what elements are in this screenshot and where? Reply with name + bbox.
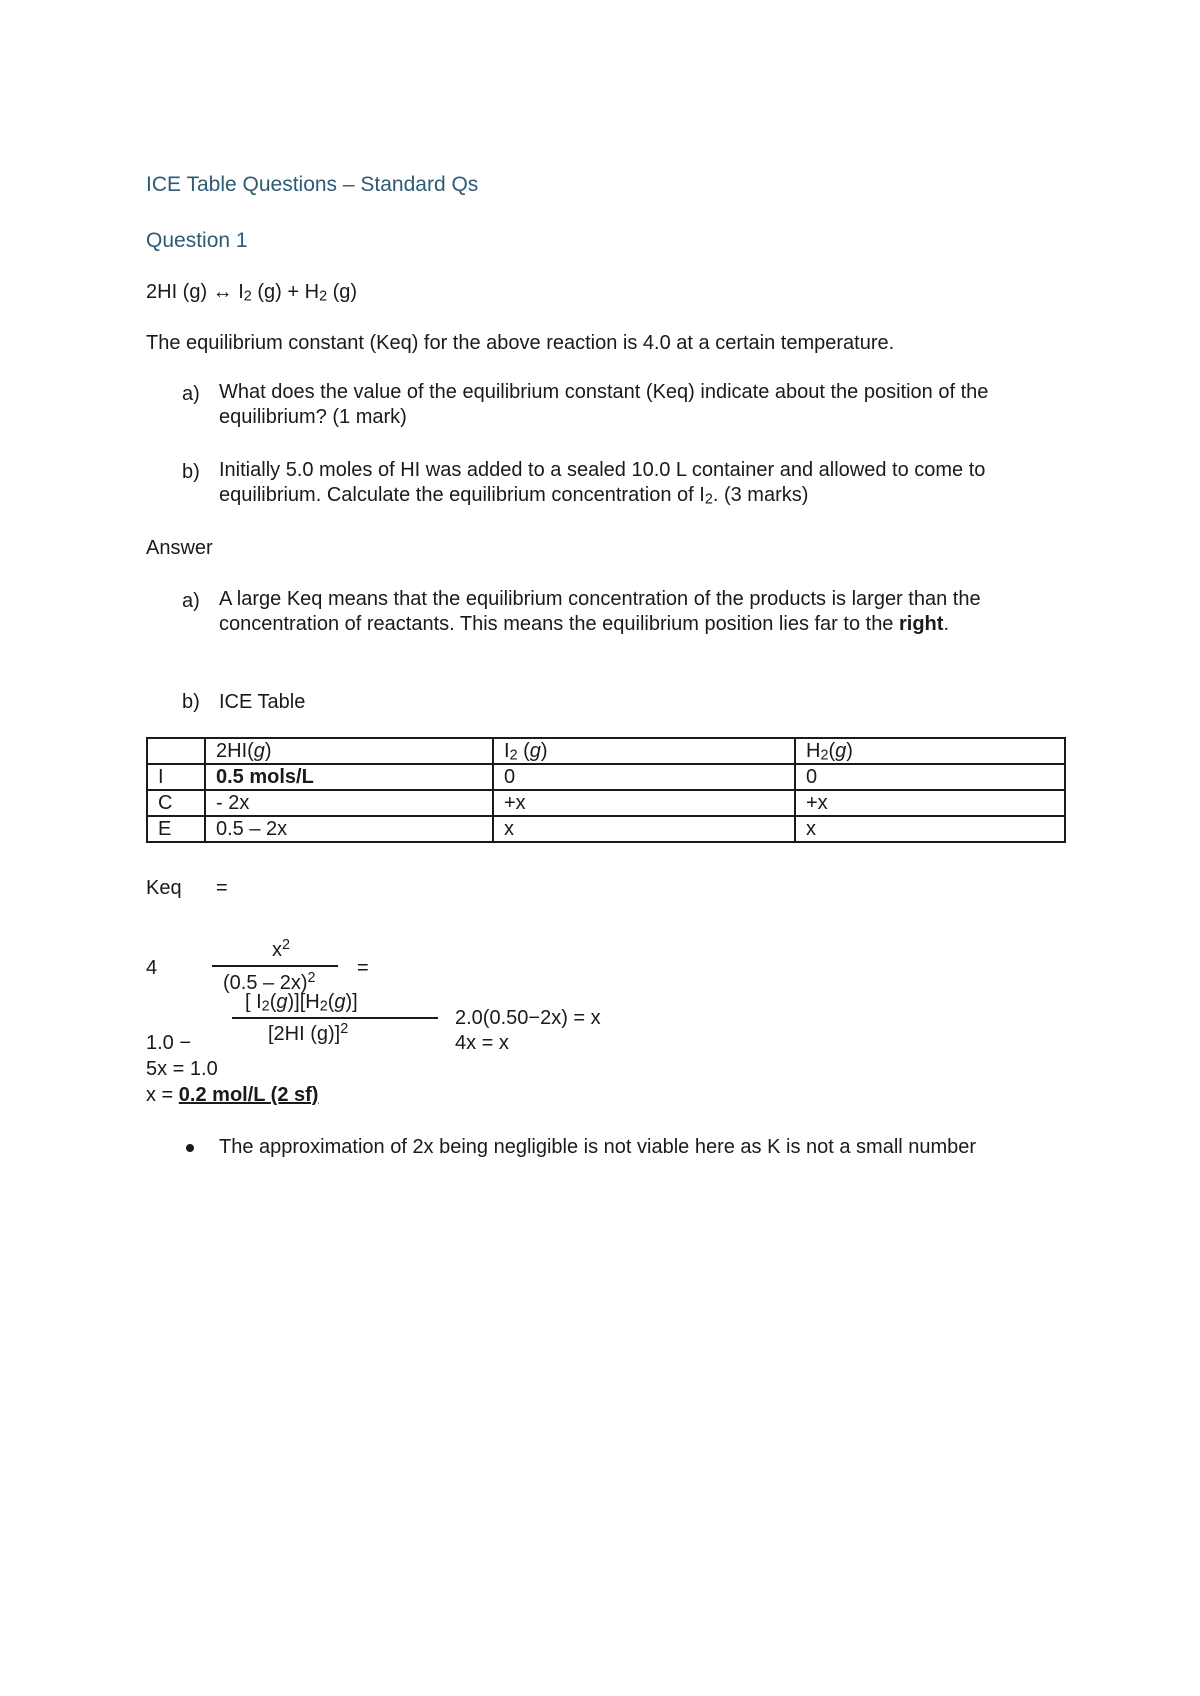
question-b-end: . (3 marks) — [712, 484, 809, 506]
ice-header-h2-mid: ( — [828, 740, 836, 762]
ice-table-row-initial — [147, 764, 1065, 790]
ice-cell: +x — [795, 790, 1065, 816]
fraction1-bar — [212, 965, 338, 967]
fraction2-num-sub1: 2 — [261, 998, 270, 1015]
fraction2-den-sup: 2 — [340, 1020, 349, 1037]
fraction2-num-c: )][H — [287, 991, 320, 1013]
ice-cell: 0.5 – 2x — [205, 816, 493, 842]
fraction1-num-sup: 2 — [282, 936, 291, 953]
answer-b-label: b) — [182, 691, 200, 713]
answer-heading: Answer — [146, 537, 213, 559]
reaction-i2-subscript: 2 — [243, 288, 252, 305]
working-result-prefix: x = — [146, 1084, 179, 1106]
ice-header-2hi-suffix: ) — [264, 740, 272, 762]
page-title: ICE Table Questions – Standard Qs — [146, 173, 479, 196]
answer-a-main: A large Keq means that the equilibrium concentration of the products is larger than the concentration of reactants. This means the equilibrium position lies far to the — [219, 588, 981, 635]
working-result-value: 0.2 mol/L (2 sf) — [178, 1084, 319, 1106]
fraction2-num-e: )] — [345, 991, 358, 1013]
question-b-label: b) — [182, 461, 200, 483]
intro-text: The equilibrium constant (Keq) for the above reaction is 4.0 at a certain temperature. — [146, 332, 895, 354]
answer-a-end: . — [943, 613, 949, 635]
ice-header-h2-italic: g — [835, 740, 847, 762]
ice-table-header-row — [147, 738, 1065, 764]
ice-header-i2-sub: 2 — [509, 747, 518, 764]
answer-b-text: ICE Table — [219, 691, 306, 713]
fraction2-num-it2: g — [334, 991, 346, 1013]
fraction1-den-text: (0.5 – 2x) — [223, 972, 308, 994]
answer-a-bold: right — [899, 613, 944, 635]
ice-row-label: C — [147, 790, 205, 816]
reaction-h2-subscript: 2 — [319, 288, 328, 305]
ice-cell: - 2x — [205, 790, 493, 816]
ice-header-i2 — [493, 738, 795, 764]
ice-header-2hi-prefix: 2HI( — [216, 740, 254, 762]
fraction2-num-a: [ I — [245, 991, 262, 1013]
answer-a-label: a) — [182, 590, 200, 612]
question-b-text — [219, 458, 1069, 508]
ice-header-h2-sub: 2 — [820, 747, 829, 764]
ice-header-2hi-italic: g — [253, 740, 265, 762]
working-result — [146, 1083, 318, 1107]
approximation-note: The approximation of 2x being negligible is not viable here as K is not a small number — [219, 1136, 977, 1158]
reaction-lhs: 2HI (g) ↔ I — [146, 281, 244, 303]
ice-header-i2-mid: ( — [517, 740, 530, 762]
working-step2: 4x = x — [455, 1032, 509, 1054]
working-line-5x: 5x = 1.0 — [146, 1058, 218, 1080]
reaction-mid: (g) + H — [251, 281, 320, 303]
question-b-main: Initially 5.0 moles of HI was added to a sealed 10.0 L container and allowed to come to equilibrium. Calculate the equilibrium concentration of I — [219, 459, 986, 506]
ice-cell: x — [795, 816, 1065, 842]
ice-row-label: I — [147, 764, 205, 790]
ice-row-label: E — [147, 816, 205, 842]
ice-header-i2-suffix: ) — [540, 740, 548, 762]
ice-table — [146, 737, 1066, 843]
ice-header-i2-prefix: I — [504, 740, 510, 762]
question-heading: Question 1 — [146, 229, 248, 252]
keq-label: Keq — [146, 877, 182, 899]
reaction-rhs: (g) — [327, 281, 358, 303]
fraction1-equals: = — [357, 957, 369, 979]
ice-header-2hi — [205, 738, 493, 764]
ice-header-h2 — [795, 738, 1065, 764]
ice-header-h2-prefix: H — [806, 740, 821, 762]
fraction1-den-sup: 2 — [307, 969, 316, 986]
question-a-text: What does the value of the equilibrium constant (Keq) indicate about the position of the equilibrium? (1 mark) — [219, 381, 989, 428]
question-a-label: a) — [182, 383, 200, 405]
working-step1: 2.0(0.50−2x) = x — [455, 1007, 601, 1029]
fraction2-denominator — [268, 1022, 348, 1046]
fraction2-den-text: [2HI (g)] — [268, 1023, 341, 1045]
question-b-subscript: 2 — [704, 491, 713, 508]
fraction2-num-d: ( — [327, 991, 335, 1013]
fraction2-num-it1: g — [276, 991, 288, 1013]
reaction-equation — [146, 280, 357, 304]
ice-cell: 0.5 mols/L — [205, 764, 493, 790]
bullet-point — [186, 1144, 194, 1152]
ice-header-i2-italic: g — [529, 740, 541, 762]
ice-cell: x — [493, 816, 795, 842]
ice-cell: 0 — [493, 764, 795, 790]
fraction2-num-sub2: 2 — [319, 998, 328, 1015]
answer-a-text — [219, 587, 1049, 637]
working-line-1-0: 1.0 − — [146, 1032, 192, 1054]
fraction2-num-b: ( — [269, 991, 277, 1013]
fraction1-num-x: x — [272, 939, 282, 961]
fraction2-bar — [232, 1017, 438, 1019]
ice-table-row-change — [147, 790, 1065, 816]
ice-table-row-equilibrium — [147, 816, 1065, 842]
keq-value-four: 4 — [146, 957, 158, 979]
fraction2-numerator — [245, 990, 358, 1014]
fraction1-numerator — [272, 938, 290, 962]
ice-header-empty — [147, 738, 205, 764]
ice-cell: 0 — [795, 764, 1065, 790]
ice-header-h2-suffix: ) — [846, 740, 853, 762]
ice-cell: +x — [493, 790, 795, 816]
keq-equals: = — [216, 877, 228, 899]
